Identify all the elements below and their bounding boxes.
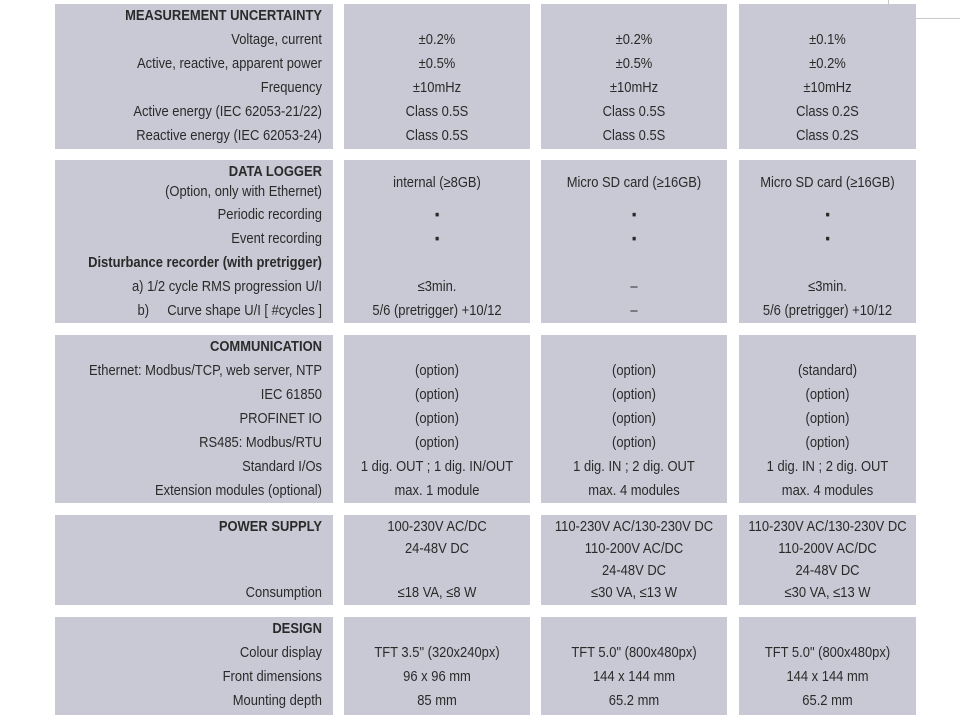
- cell-value: max. 4 modules: [588, 483, 680, 499]
- cell-value: ≤30 VA, ≤13 W: [784, 585, 871, 601]
- cell-value: (option): [805, 435, 850, 451]
- row-label: Disturbance recorder (with pretrigger): [88, 255, 322, 271]
- cell-value: TFT 5.0" (800x480px): [571, 645, 697, 661]
- cell-value: ▪: [631, 231, 637, 247]
- cell-value: ≤18 VA, ≤8 W: [397, 585, 477, 601]
- row-label: Mounting depth: [232, 693, 322, 709]
- measurement-uncertainty-section: [0, 4, 960, 149]
- communication-labels: [55, 335, 333, 503]
- cell-value: 96 x 96 mm: [403, 669, 471, 685]
- cell-value: max. 1 module: [394, 483, 480, 499]
- cell-value: 110-230V AC/130-230V DC: [554, 519, 714, 535]
- data-logger-section: [0, 160, 960, 323]
- design-col-2: [541, 617, 727, 715]
- row-label: Voltage, current: [231, 32, 322, 48]
- measurement-col-1: [344, 4, 530, 149]
- row-label: Consumption: [245, 585, 322, 601]
- cell-value: ≤3min.: [417, 279, 457, 295]
- cell-value: ≤3min.: [808, 279, 847, 295]
- row-label: Active energy (IEC 62053-21/22): [133, 104, 322, 120]
- design-section: [0, 617, 960, 715]
- cell-value: ▪: [825, 231, 830, 247]
- power-col-1: [344, 515, 530, 605]
- row-label: IEC 61850: [260, 387, 322, 403]
- cell-value: 24-48V DC: [404, 541, 470, 557]
- cell-value: (option): [415, 435, 459, 451]
- row-label: RS485: Modbus/RTU: [199, 435, 322, 451]
- cell-value: ≤30 VA, ≤13 W: [591, 585, 677, 601]
- cell-value: Class 0.5S: [405, 104, 469, 120]
- row-label: Frequency: [260, 80, 322, 96]
- section-title: COMMUNICATION: [210, 339, 322, 355]
- row-label: PROFINET IO: [239, 411, 322, 427]
- design-col-1: [344, 617, 530, 715]
- row-label: Periodic recording: [217, 207, 322, 223]
- cell-value: Class 0.2S: [796, 128, 859, 144]
- cell-value: 100-230V AC/DC: [387, 519, 487, 535]
- cell-value: Micro SD card (≥16GB): [566, 175, 702, 191]
- measurement-labels: [55, 4, 333, 149]
- cell-value: [748, 251, 907, 275]
- communication-col-1: [344, 335, 530, 503]
- cell-value: max. 4 modules: [781, 483, 874, 499]
- cell-value: ▪: [434, 231, 440, 247]
- measurement-col-3: [739, 4, 916, 149]
- row-label: a) 1/2 cycle RMS progression U/I: [131, 279, 322, 295]
- cell-value: Class 0.2S: [796, 104, 859, 120]
- row-label: Active, reactive, apparent power: [136, 56, 322, 72]
- cell-value: ±0.1%: [809, 32, 846, 48]
- communication-col-3: [739, 335, 916, 503]
- cell-value: –: [630, 303, 638, 319]
- cell-value: ±0.5%: [615, 56, 653, 72]
- cell-value: 110-230V AC/130-230V DC: [748, 519, 907, 535]
- cell-value: (option): [415, 411, 459, 427]
- cell-value: 110-200V AC/DC: [778, 541, 877, 557]
- cell-value: Micro SD card (≥16GB): [760, 175, 895, 191]
- cell-value: ▪: [825, 207, 830, 223]
- row-label-prefix: b): [137, 303, 150, 319]
- communication-section: [0, 335, 960, 503]
- cell-value: ±0.2%: [615, 32, 653, 48]
- cell-value: ±10mHz: [803, 80, 852, 96]
- cell-value: (option): [612, 411, 656, 427]
- cell-value: (standard): [797, 363, 858, 379]
- power-col-2: [541, 515, 727, 605]
- cell-value: (option): [805, 387, 850, 403]
- cell-value: (option): [805, 411, 850, 427]
- row-label: Ethernet: Modbus/TCP, web server, NTP: [88, 363, 323, 379]
- row-label: Reactive energy (IEC 62053-24): [136, 128, 322, 144]
- section-title: POWER SUPPLY: [218, 519, 322, 535]
- cell-value: ±10mHz: [609, 80, 659, 96]
- cell-value: 5/6 (pretrigger) +10/12: [762, 303, 893, 319]
- logger-col-3: [739, 160, 916, 323]
- cell-value: Class 0.5S: [602, 104, 666, 120]
- logger-col-1: [344, 160, 530, 323]
- cell-value: 1 dig. IN ; 2 dig. OUT: [766, 459, 889, 475]
- communication-col-2: [541, 335, 727, 503]
- row-label: Front dimensions: [222, 669, 322, 685]
- cell-value: 144 x 144 mm: [592, 669, 676, 685]
- row-label: Colour display: [239, 645, 322, 661]
- cell-value: ±0.2%: [809, 56, 846, 72]
- logger-col-2: [541, 160, 727, 323]
- cell-value: Class 0.5S: [602, 128, 666, 144]
- cell-value: –: [630, 279, 638, 295]
- cell-value: [353, 251, 520, 275]
- design-labels: [55, 617, 333, 715]
- cell-value: [353, 559, 520, 583]
- row-label: [82, 299, 322, 323]
- row-label-text: Curve shape U/I [ #cycles ]: [167, 303, 322, 319]
- cell-value: [550, 251, 717, 275]
- cell-value: Class 0.5S: [405, 128, 469, 144]
- measurement-col-2: [541, 4, 727, 149]
- cell-value: (option): [415, 363, 459, 379]
- logger-labels: [55, 160, 333, 323]
- cell-value: TFT 5.0" (800x480px): [764, 645, 891, 661]
- power-col-3: [739, 515, 916, 605]
- row-label: Standard I/Os: [242, 459, 322, 475]
- design-col-3: [739, 617, 916, 715]
- cell-value: 24-48V DC: [795, 563, 860, 579]
- cell-value: internal (≥8GB): [393, 175, 481, 191]
- cell-value: ±10mHz: [412, 80, 462, 96]
- cell-value: 110-200V AC/DC: [584, 541, 684, 557]
- cell-value: 1 dig. OUT ; 1 dig. IN/OUT: [360, 459, 514, 475]
- cell-value: ±0.5%: [418, 56, 456, 72]
- cell-value: ▪: [631, 207, 637, 223]
- cell-value: TFT 3.5" (320x240px): [374, 645, 500, 661]
- cell-value: 1 dig. IN ; 2 dig. OUT: [573, 459, 695, 475]
- cell-value: 5/6 (pretrigger) +10/12: [372, 303, 502, 319]
- cell-value: 24-48V DC: [601, 563, 667, 579]
- cell-value: ▪: [434, 207, 440, 223]
- row-label: (Option, only with Ethernet): [165, 184, 322, 200]
- cell-value: (option): [415, 387, 459, 403]
- section-title: DESIGN: [272, 621, 322, 637]
- cell-value: (option): [612, 435, 656, 451]
- cell-value: ±0.2%: [418, 32, 456, 48]
- cell-value: 85 mm: [417, 693, 457, 709]
- cell-value: 144 x 144 mm: [786, 669, 869, 685]
- row-label: Event recording: [231, 231, 322, 247]
- section-title: MEASUREMENT UNCERTAINTY: [125, 8, 322, 24]
- power-labels: [55, 515, 333, 605]
- section-title: DATA LOGGER: [228, 164, 322, 180]
- cell-value: 65.2 mm: [802, 693, 853, 709]
- cell-value: (option): [612, 387, 656, 403]
- power-supply-section: [0, 515, 960, 605]
- cell-value: 65.2 mm: [608, 693, 660, 709]
- row-label: Extension modules (optional): [154, 483, 322, 499]
- cell-value: (option): [612, 363, 656, 379]
